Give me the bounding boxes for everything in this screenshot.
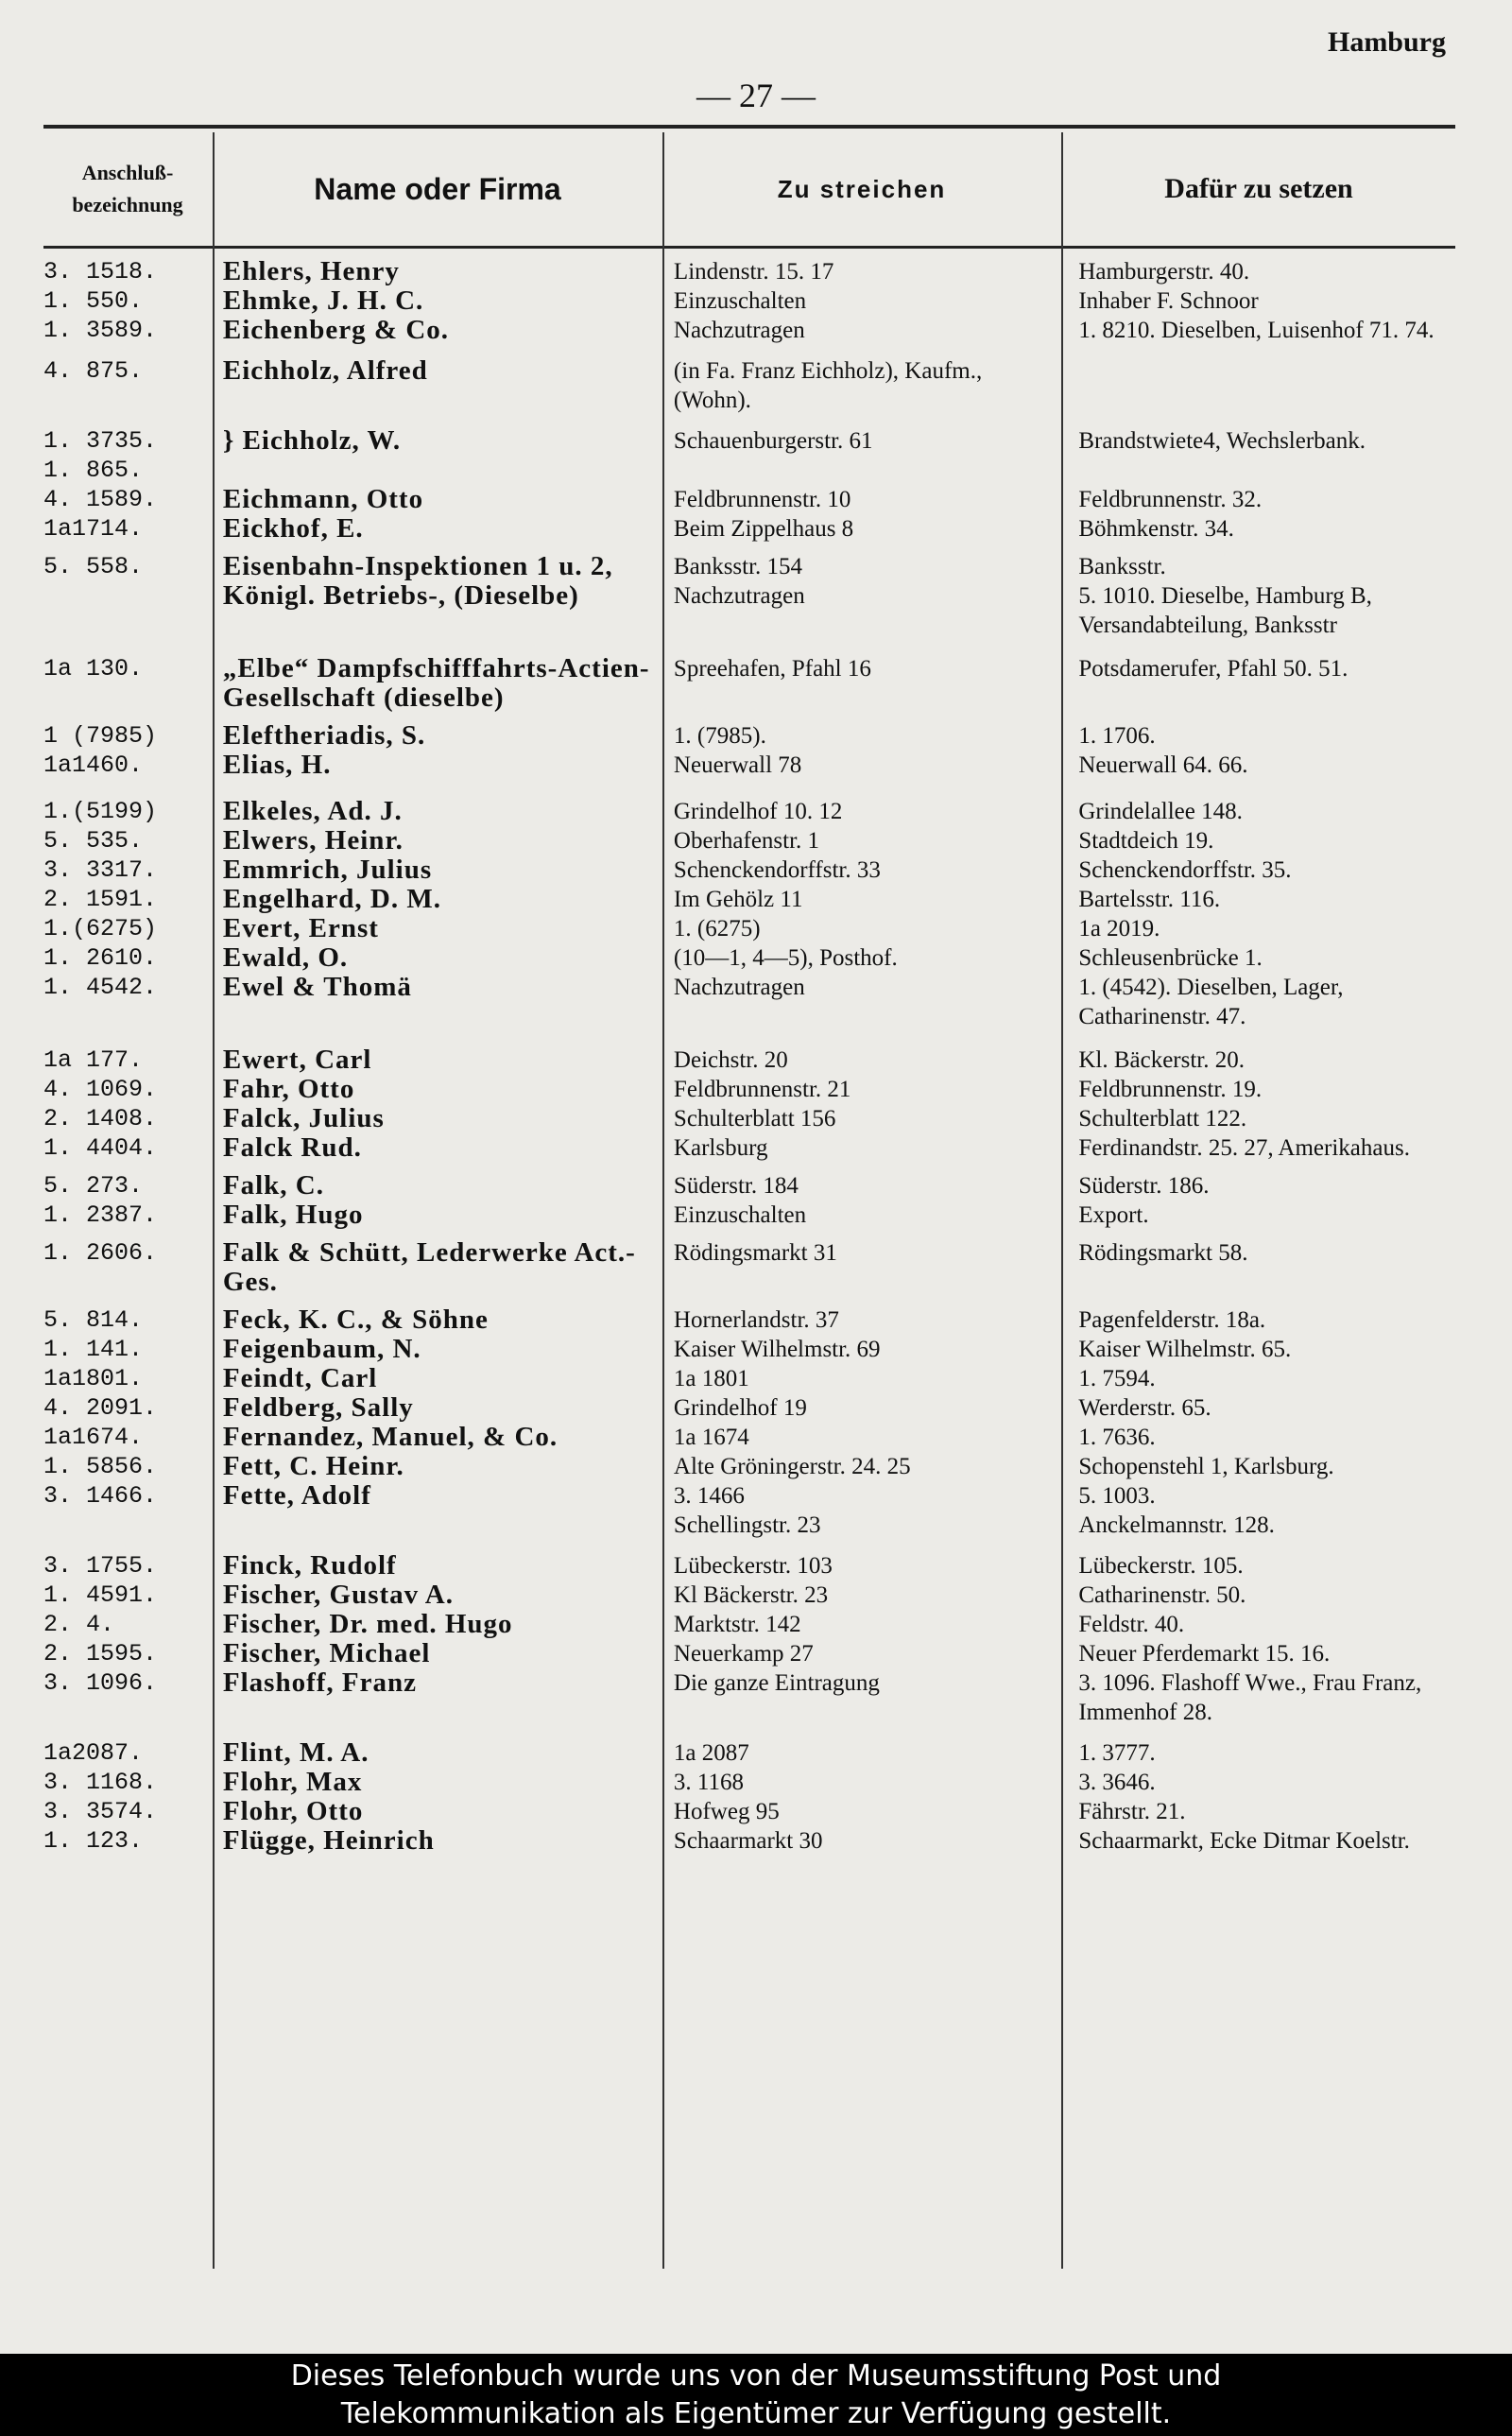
column-header-replace: Dafür zu setzen — [1164, 173, 1353, 204]
entry-delete: Im Gehölz 11 — [673, 887, 803, 912]
table-row — [43, 286, 1455, 316]
entry-code: 1. 3735. 1. 865. — [43, 427, 158, 484]
footer-line: Telekommunikation als Eigentümer zur Verfügung gestellt. — [340, 2397, 1172, 2430]
entry-replace: 5. 1003. Anckelmannstr. 128. — [1078, 1483, 1275, 1538]
entry-name: Falk, C. — [222, 1170, 324, 1201]
table-row — [43, 1171, 1455, 1201]
entry-name: Ewel & Thomä — [222, 972, 412, 1002]
entry-replace: Lübeckerstr. 105. — [1078, 1553, 1244, 1579]
entry-code: 2. 1595. — [43, 1640, 158, 1667]
entry-replace: Stadtdeich 19. — [1078, 828, 1214, 854]
entry-name: Feldberg, Sally — [222, 1392, 414, 1423]
entry-delete: Neuerwall 78 — [673, 752, 802, 778]
entry-code: 1. 2610. — [43, 944, 158, 972]
table-row — [43, 1045, 1455, 1075]
entry-code: 1.(5199) — [43, 798, 158, 825]
entry-delete: Feldbrunnenstr. 10 — [673, 487, 851, 512]
entry-delete: Neuerkamp 27 — [673, 1641, 814, 1667]
entry-code: 3. 1518. — [43, 258, 158, 285]
entry-delete: Einzuschalten — [673, 1202, 807, 1228]
table-row — [43, 485, 1455, 514]
entry-delete: Nachzutragen — [673, 975, 805, 1000]
entry-name: Eleftheriadis, S. — [222, 720, 426, 751]
entry-delete: Oberhafenstr. 1 — [673, 828, 820, 854]
entry-replace: 1. 8210. Dieselben, Luisenhof 71. 74. — [1078, 318, 1435, 343]
entry-code: 3. 1168. — [43, 1769, 158, 1796]
entry-code: 3. 1755. — [43, 1552, 158, 1580]
table-row — [43, 914, 1455, 943]
entry-name: Elwers, Heinr. — [222, 825, 404, 855]
entry-name: Ewert, Carl — [222, 1045, 372, 1075]
entry-code: 1. 2387. — [43, 1201, 158, 1229]
entry-delete: Feldbrunnenstr. 21 — [673, 1077, 851, 1102]
entry-name: Fette, Adolf — [222, 1480, 371, 1511]
entry-name: Flügge, Heinrich — [222, 1825, 435, 1856]
entry-delete: Süderstr. 184 — [673, 1173, 799, 1199]
entry-name: Fahr, Otto — [222, 1074, 355, 1104]
entry-replace: Neuer Pferdemarkt 15. 16. — [1078, 1641, 1331, 1667]
entry-code: 3. 3574. — [43, 1798, 158, 1825]
entry-name: Evert, Ernst — [222, 913, 379, 943]
entry-name: Fischer, Gustav A. — [222, 1580, 454, 1610]
entry-replace: 1. (4542). Dieselben, Lager, Catharinenstr. 47. — [1078, 975, 1344, 1029]
table-row — [43, 1075, 1455, 1104]
entry-code: 4. 1589. — [43, 486, 158, 513]
entry-delete: Banksstr. 154 Nachzutragen — [673, 554, 805, 609]
table-row — [43, 1238, 1455, 1297]
entry-name: Elkeles, Ad. J. — [222, 796, 403, 826]
entry-replace: Schaarmarkt, Ecke Ditmar Koelstr. — [1078, 1828, 1410, 1854]
table-row — [43, 1797, 1455, 1826]
entry-name: Falck Rud. — [222, 1132, 362, 1163]
entry-name: Feck, K. C., & Söhne — [222, 1304, 489, 1335]
column-header-name: Name oder Firma — [314, 171, 561, 206]
entry-replace: Kaiser Wilhelmstr. 65. — [1078, 1337, 1292, 1362]
entry-delete: 1a 1801 — [673, 1366, 749, 1391]
table-row — [43, 257, 1455, 286]
entry-replace: Export. — [1078, 1202, 1149, 1228]
entry-name: } Eichholz, W. — [222, 425, 402, 456]
entry-code: 1. 123. — [43, 1827, 144, 1855]
entry-name: Eichenberg & Co. — [222, 315, 450, 345]
entry-name: Eichmann, Otto — [222, 484, 424, 514]
table-row — [43, 855, 1455, 885]
entry-code: 1a 177. — [43, 1046, 144, 1074]
entry-delete: Lübeckerstr. 103 — [673, 1553, 833, 1579]
entry-replace: Bartelsstr. 116. — [1078, 887, 1221, 912]
column-header-delete: Zu streichen — [777, 174, 947, 203]
entry-name: Fischer, Dr. med. Hugo — [222, 1609, 513, 1639]
entry-code: 1. 4404. — [43, 1134, 158, 1162]
entry-name: „Elbe“ Dampfschifffahrts-Actien-Gesellschaft (dieselbe) — [222, 653, 650, 713]
entry-code: 2. 1591. — [43, 886, 158, 913]
entry-delete: Hofweg 95 — [673, 1799, 780, 1824]
entry-replace: Hamburgerstr. 40. — [1078, 259, 1250, 285]
entry-code: 1. 550. — [43, 287, 144, 315]
entry-replace: Potsdamerufer, Pfahl 50. 51. — [1078, 656, 1349, 682]
entry-replace: Brandstwiete4, Wechslerbank. — [1078, 428, 1366, 454]
entry-delete: Schulterblatt 156 — [673, 1106, 836, 1132]
entry-delete: Die ganze Eintragung — [673, 1670, 880, 1696]
entry-replace: Feldstr. 40. — [1078, 1612, 1185, 1637]
entry-code: 1a2087. — [43, 1739, 144, 1767]
table-row — [43, 943, 1455, 973]
table-row — [43, 1768, 1455, 1797]
entries-list — [43, 257, 1455, 1856]
entry-code: 2. 4. — [43, 1611, 115, 1638]
entry-code: 1. 4591. — [43, 1581, 158, 1609]
entry-replace: Neuerwall 64. 66. — [1078, 752, 1248, 778]
entry-delete: Rödingsmarkt 31 — [673, 1240, 837, 1266]
table-row — [43, 1738, 1455, 1768]
entry-replace: Kl. Bäckerstr. 20. — [1078, 1047, 1245, 1073]
entry-replace: 1. 1706. — [1078, 723, 1156, 749]
entry-code: 1a1460. — [43, 752, 144, 779]
entry-code: 5. 814. — [43, 1306, 144, 1334]
table-row — [43, 826, 1455, 855]
table-row — [43, 1826, 1455, 1856]
entry-code: 1a1674. — [43, 1424, 144, 1451]
entry-replace: 3. 3646. — [1078, 1770, 1156, 1795]
entry-code: 1. 5856. — [43, 1453, 158, 1480]
entry-delete: (10—1, 4—5), Posthof. — [673, 945, 898, 971]
entry-name: Fischer, Michael — [222, 1638, 431, 1668]
entry-name: Flohr, Max — [222, 1767, 363, 1797]
table-row — [43, 1133, 1455, 1163]
top-rule — [43, 125, 1455, 129]
entry-name: Eichholz, Alfred — [222, 355, 428, 386]
entry-name: Flint, M. A. — [222, 1737, 369, 1768]
entry-replace: 3. 1096. Flashoff Wwe., Frau Franz, Immenhof 28. — [1078, 1670, 1422, 1725]
entry-name: Eisenbahn-Inspektionen 1 u. 2, Königl. Betriebs-, (Dieselbe) — [222, 551, 613, 611]
table-row — [43, 1581, 1455, 1610]
footer-line: Dieses Telefonbuch wurde uns von der Museumsstiftung Post und — [290, 2359, 1222, 2393]
table-row — [43, 426, 1455, 485]
entry-replace: Süderstr. 186. — [1078, 1173, 1210, 1199]
entry-replace: Schopenstehl 1, Karlsburg. — [1078, 1454, 1334, 1479]
table-row — [43, 552, 1455, 640]
entry-delete: Kl Bäckerstr. 23 — [673, 1582, 829, 1608]
entry-delete: 1. (6275) — [673, 916, 761, 942]
entry-delete: Marktstr. 142 — [673, 1612, 801, 1637]
table-row — [43, 1305, 1455, 1335]
entry-code: 3. 1466. — [43, 1482, 158, 1510]
entry-code: 4. 875. — [43, 357, 144, 385]
entry-delete: 1a 2087 — [673, 1740, 749, 1766]
entry-code: 5. 558. — [43, 553, 144, 580]
entry-replace: Böhmkenstr. 34. — [1078, 516, 1234, 542]
table-row — [43, 751, 1455, 780]
header-rule — [43, 246, 1455, 249]
city-heading: Hamburg — [1327, 26, 1446, 58]
entry-name: Finck, Rudolf — [222, 1550, 397, 1581]
entry-replace: Fährstr. 21. — [1078, 1799, 1186, 1824]
table-row — [43, 316, 1455, 345]
table-row — [43, 1639, 1455, 1668]
entry-code: 1. 4542. — [43, 974, 158, 1001]
entry-replace: Inhaber F. Schnoor — [1078, 288, 1259, 314]
entry-name: Ehlers, Henry — [222, 256, 400, 286]
entry-name: Fett, C. Heinr. — [222, 1451, 404, 1481]
entry-name: Ehmke, J. H. C. — [222, 285, 424, 316]
entry-code: 1. 2606. — [43, 1239, 158, 1267]
table-row — [43, 1610, 1455, 1639]
entry-delete: (in Fa. Franz Eichholz), Kaufm., (Wohn). — [673, 358, 983, 413]
entry-name: Flashoff, Franz — [222, 1667, 417, 1698]
entry-replace: Catharinenstr. 50. — [1078, 1582, 1246, 1608]
page-number: — 27 — — [696, 77, 816, 114]
entry-replace: Grindelallee 148. — [1078, 799, 1243, 824]
entry-code: 1a1714. — [43, 515, 144, 543]
table-row — [43, 356, 1455, 415]
entry-delete: Grindelhof 19 — [673, 1395, 807, 1421]
table-row — [43, 1668, 1455, 1727]
entry-delete: Alte Gröningerstr. 24. 25 — [673, 1454, 911, 1479]
entry-code: 1a 130. — [43, 655, 144, 682]
entry-replace: Werderstr. 65. — [1078, 1395, 1211, 1421]
entry-delete: Karlsburg — [673, 1135, 768, 1161]
entry-name: Fernandez, Manuel, & Co. — [222, 1422, 558, 1452]
entry-replace: 1. 7594. — [1078, 1366, 1156, 1391]
table-row — [43, 973, 1455, 1031]
entry-delete: Schauenburgerstr. 61 — [673, 428, 873, 454]
entry-delete: Schaarmarkt 30 — [673, 1828, 823, 1854]
entry-code: 3. 1096. — [43, 1669, 158, 1697]
entry-name: Flohr, Otto — [222, 1796, 364, 1826]
entry-code: 1. 3589. — [43, 317, 158, 344]
entry-replace: Banksstr. 5. 1010. Dieselbe, Hamburg B, Versandabteilung, Banksstr — [1078, 554, 1372, 638]
entry-name: Elias, H. — [222, 750, 332, 780]
entry-code: 1a1801. — [43, 1365, 144, 1392]
entry-delete: 1. (7985). — [673, 723, 766, 749]
column-header-code: Anschluß- bezeichnung — [72, 161, 183, 216]
entry-replace — [1059, 356, 1455, 415]
table-row — [43, 1364, 1455, 1393]
entry-replace: 1. 7636. — [1078, 1425, 1156, 1450]
entry-replace: Schulterblatt 122. — [1078, 1106, 1247, 1132]
table-row — [43, 654, 1455, 713]
entry-replace: Feldbrunnenstr. 32. — [1078, 487, 1263, 512]
entry-delete: Nachzutragen — [673, 318, 805, 343]
entry-code: 1.(6275) — [43, 915, 158, 942]
table-row — [43, 1104, 1455, 1133]
footer-notice — [0, 2354, 1512, 2436]
entry-delete: Kaiser Wilhelmstr. 69 — [673, 1337, 881, 1362]
entry-delete: Grindelhof 10. 12 — [673, 799, 843, 824]
entry-name: Feindt, Carl — [222, 1363, 378, 1393]
table-row — [43, 1452, 1455, 1481]
table-row — [43, 1423, 1455, 1452]
entry-name: Engelhard, D. M. — [222, 884, 441, 914]
entry-replace: Feldbrunnenstr. 19. — [1078, 1077, 1263, 1102]
entry-code: 4. 2091. — [43, 1394, 158, 1422]
table-row — [43, 1551, 1455, 1581]
table-row — [43, 1201, 1455, 1230]
table-row — [43, 1481, 1455, 1540]
entry-name: Eickhof, E. — [222, 513, 364, 544]
table-row — [43, 1393, 1455, 1423]
table-row — [43, 514, 1455, 544]
entry-delete: Schenckendorffstr. 33 — [673, 857, 881, 883]
entry-name: Falck, Julius — [222, 1103, 385, 1133]
entry-delete: 3. 1466 Schellingstr. 23 — [673, 1483, 821, 1538]
table-row — [43, 1335, 1455, 1364]
entry-code: 1. 141. — [43, 1336, 144, 1363]
entry-name: Falk & Schütt, Lederwerke Act.-Ges. — [222, 1237, 636, 1297]
entry-delete: 3. 1168 — [673, 1770, 744, 1795]
table-row — [43, 885, 1455, 914]
entry-code: 3. 3317. — [43, 856, 158, 884]
entry-code: 5. 535. — [43, 827, 144, 855]
entry-delete: Hornerlandstr. 37 — [673, 1307, 839, 1333]
entry-delete: Beim Zippelhaus 8 — [673, 516, 854, 542]
entry-code: 2. 1408. — [43, 1105, 158, 1132]
entry-delete: Spreehafen, Pfahl 16 — [673, 656, 871, 682]
entry-code: 5. 273. — [43, 1172, 144, 1200]
entry-name: Feigenbaum, N. — [222, 1334, 421, 1364]
entry-name: Emmrich, Julius — [222, 855, 433, 885]
entry-delete: 1a 1674 — [673, 1425, 749, 1450]
table-row — [43, 797, 1455, 826]
entry-replace: Schleusenbrücke 1. — [1078, 945, 1263, 971]
table-row — [43, 721, 1455, 751]
entry-replace: Rödingsmarkt 58. — [1078, 1240, 1248, 1266]
entry-replace: Pagenfelderstr. 18a. — [1078, 1307, 1266, 1333]
entry-replace: Schenckendorffstr. 35. — [1078, 857, 1292, 883]
entry-replace: Ferdinandstr. 25. 27, Amerikahaus. — [1078, 1135, 1410, 1161]
entry-code: 4. 1069. — [43, 1076, 158, 1103]
entry-name: Ewald, O. — [222, 942, 349, 973]
entry-code: 1 (7985) — [43, 722, 158, 750]
entry-name: Falk, Hugo — [222, 1200, 364, 1230]
entry-delete: Lindenstr. 15. 17 — [673, 259, 834, 285]
entry-replace: 1. 3777. — [1078, 1740, 1156, 1766]
entry-delete: Deichstr. 20 — [673, 1047, 788, 1073]
entry-replace: 1a 2019. — [1078, 916, 1160, 942]
entry-delete: Einzuschalten — [673, 288, 807, 314]
